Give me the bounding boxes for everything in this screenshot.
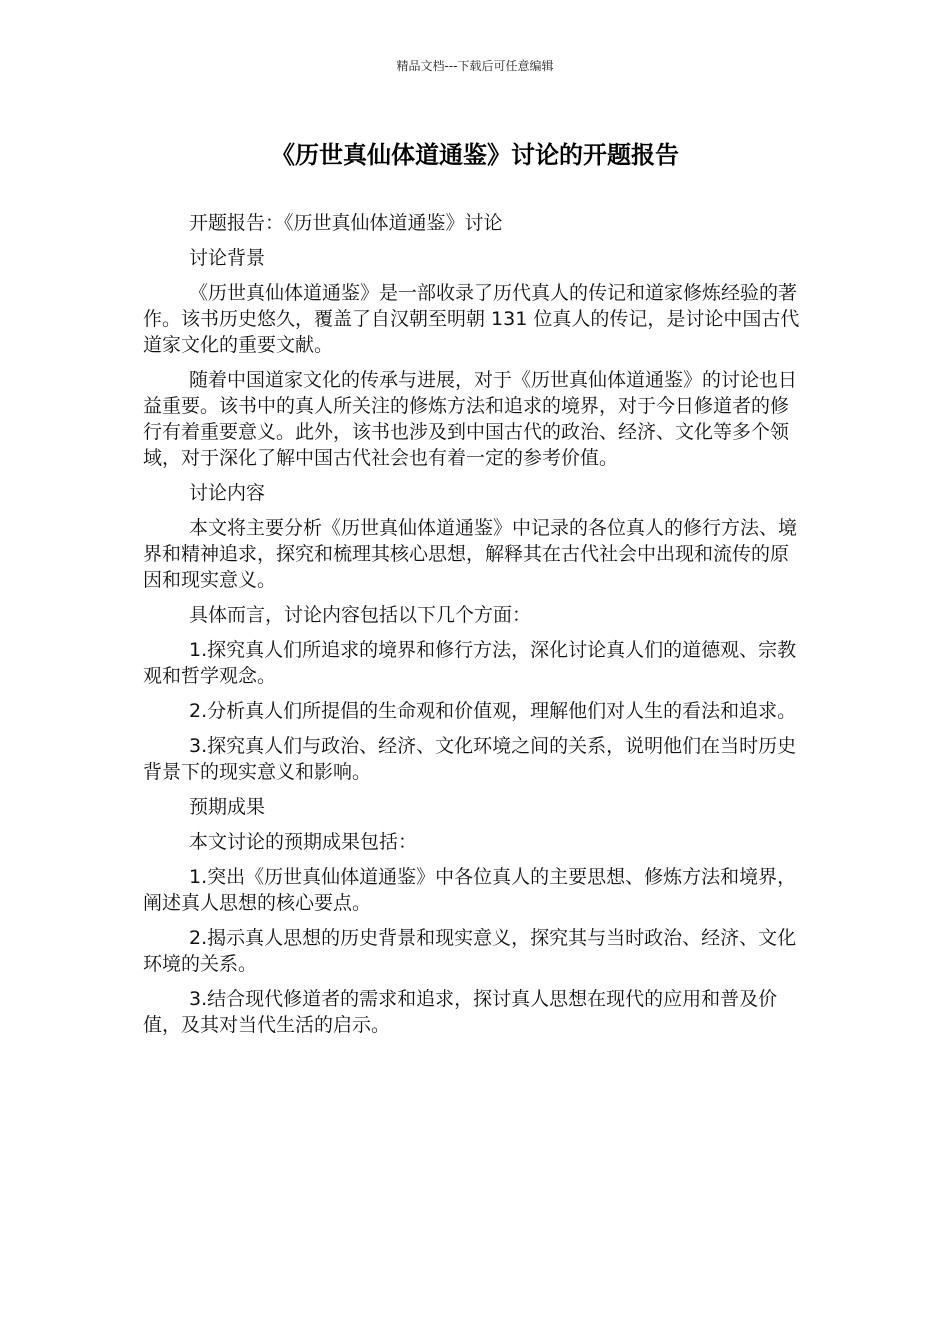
list-item: 2.揭示真人思想的历史背景和现实意义，探究其与当时政治、经济、文化环境的关系。 [143, 927, 797, 975]
list-item: 3.结合现代修道者的需求和追求，探讨真人思想在现代的应用和普及价值，及其对当代生活的启示。 [143, 988, 778, 1036]
paragraph-report-heading: 开题报告：《历世真仙体道通鉴》讨论 [189, 212, 503, 234]
document-title: 《历世真仙体道通鉴》讨论的开题报告 [271, 141, 679, 169]
section-heading-content: 讨论内容 [189, 482, 266, 504]
paragraph: 具体而言，讨论内容包括以下几个方面： [189, 604, 532, 626]
document-body [143, 210, 803, 1047]
paragraph: 本文讨论的预期成果包括： [189, 831, 418, 853]
paragraph: 本文将主要分析《历世真仙体道通鉴》中记录的各位真人的修行方法、境界和精神追求，探究和梳理其核心思想，解释其在古代社会中出现和流传的原因和现实意义。 [143, 517, 798, 591]
page-header: 精品文档---下载后可任意编辑 [396, 59, 554, 73]
paragraph: 《历世真仙体道通鉴》是一部收录了历代真人的传记和道家修炼经验的著作。该书历史悠久，覆盖了自汉朝至明朝 131 位真人的传记，是讨论中国古代道家文化的重要文献。 [143, 282, 800, 356]
list-item: 1.突出《历世真仙体道通鉴》中各位真人的主要思想、修炼方法和境界，阐述真人思想的核心要点。 [143, 866, 797, 914]
section-heading-background: 讨论背景 [189, 247, 266, 269]
list-item: 2.分析真人们所提倡的生命观和价值观，理解他们对人生的看法和追求。 [189, 700, 797, 722]
list-item: 1.探究真人们所追求的境界和修行方法，深化讨论真人们的道德观、宗教观和哲学观念。 [143, 639, 797, 687]
list-item: 3.探究真人们与政治、经济、文化环境之间的关系，说明他们在当时历史背景下的现实意义和影响。 [143, 735, 797, 783]
paragraph: 随着中国道家文化的传承与进展，对于《历世真仙体道通鉴》的讨论也日益重要。该书中的真人所关注的修炼方法和追求的境界，对于今日修道者的修行有着重要意义。此外，该书也涉及到中国古代的政治、经济、文化等多个领域，对于深化了解中国古代社会也有着一定的参考价值。 [143, 369, 798, 469]
section-heading-outcomes: 预期成果 [189, 796, 266, 818]
